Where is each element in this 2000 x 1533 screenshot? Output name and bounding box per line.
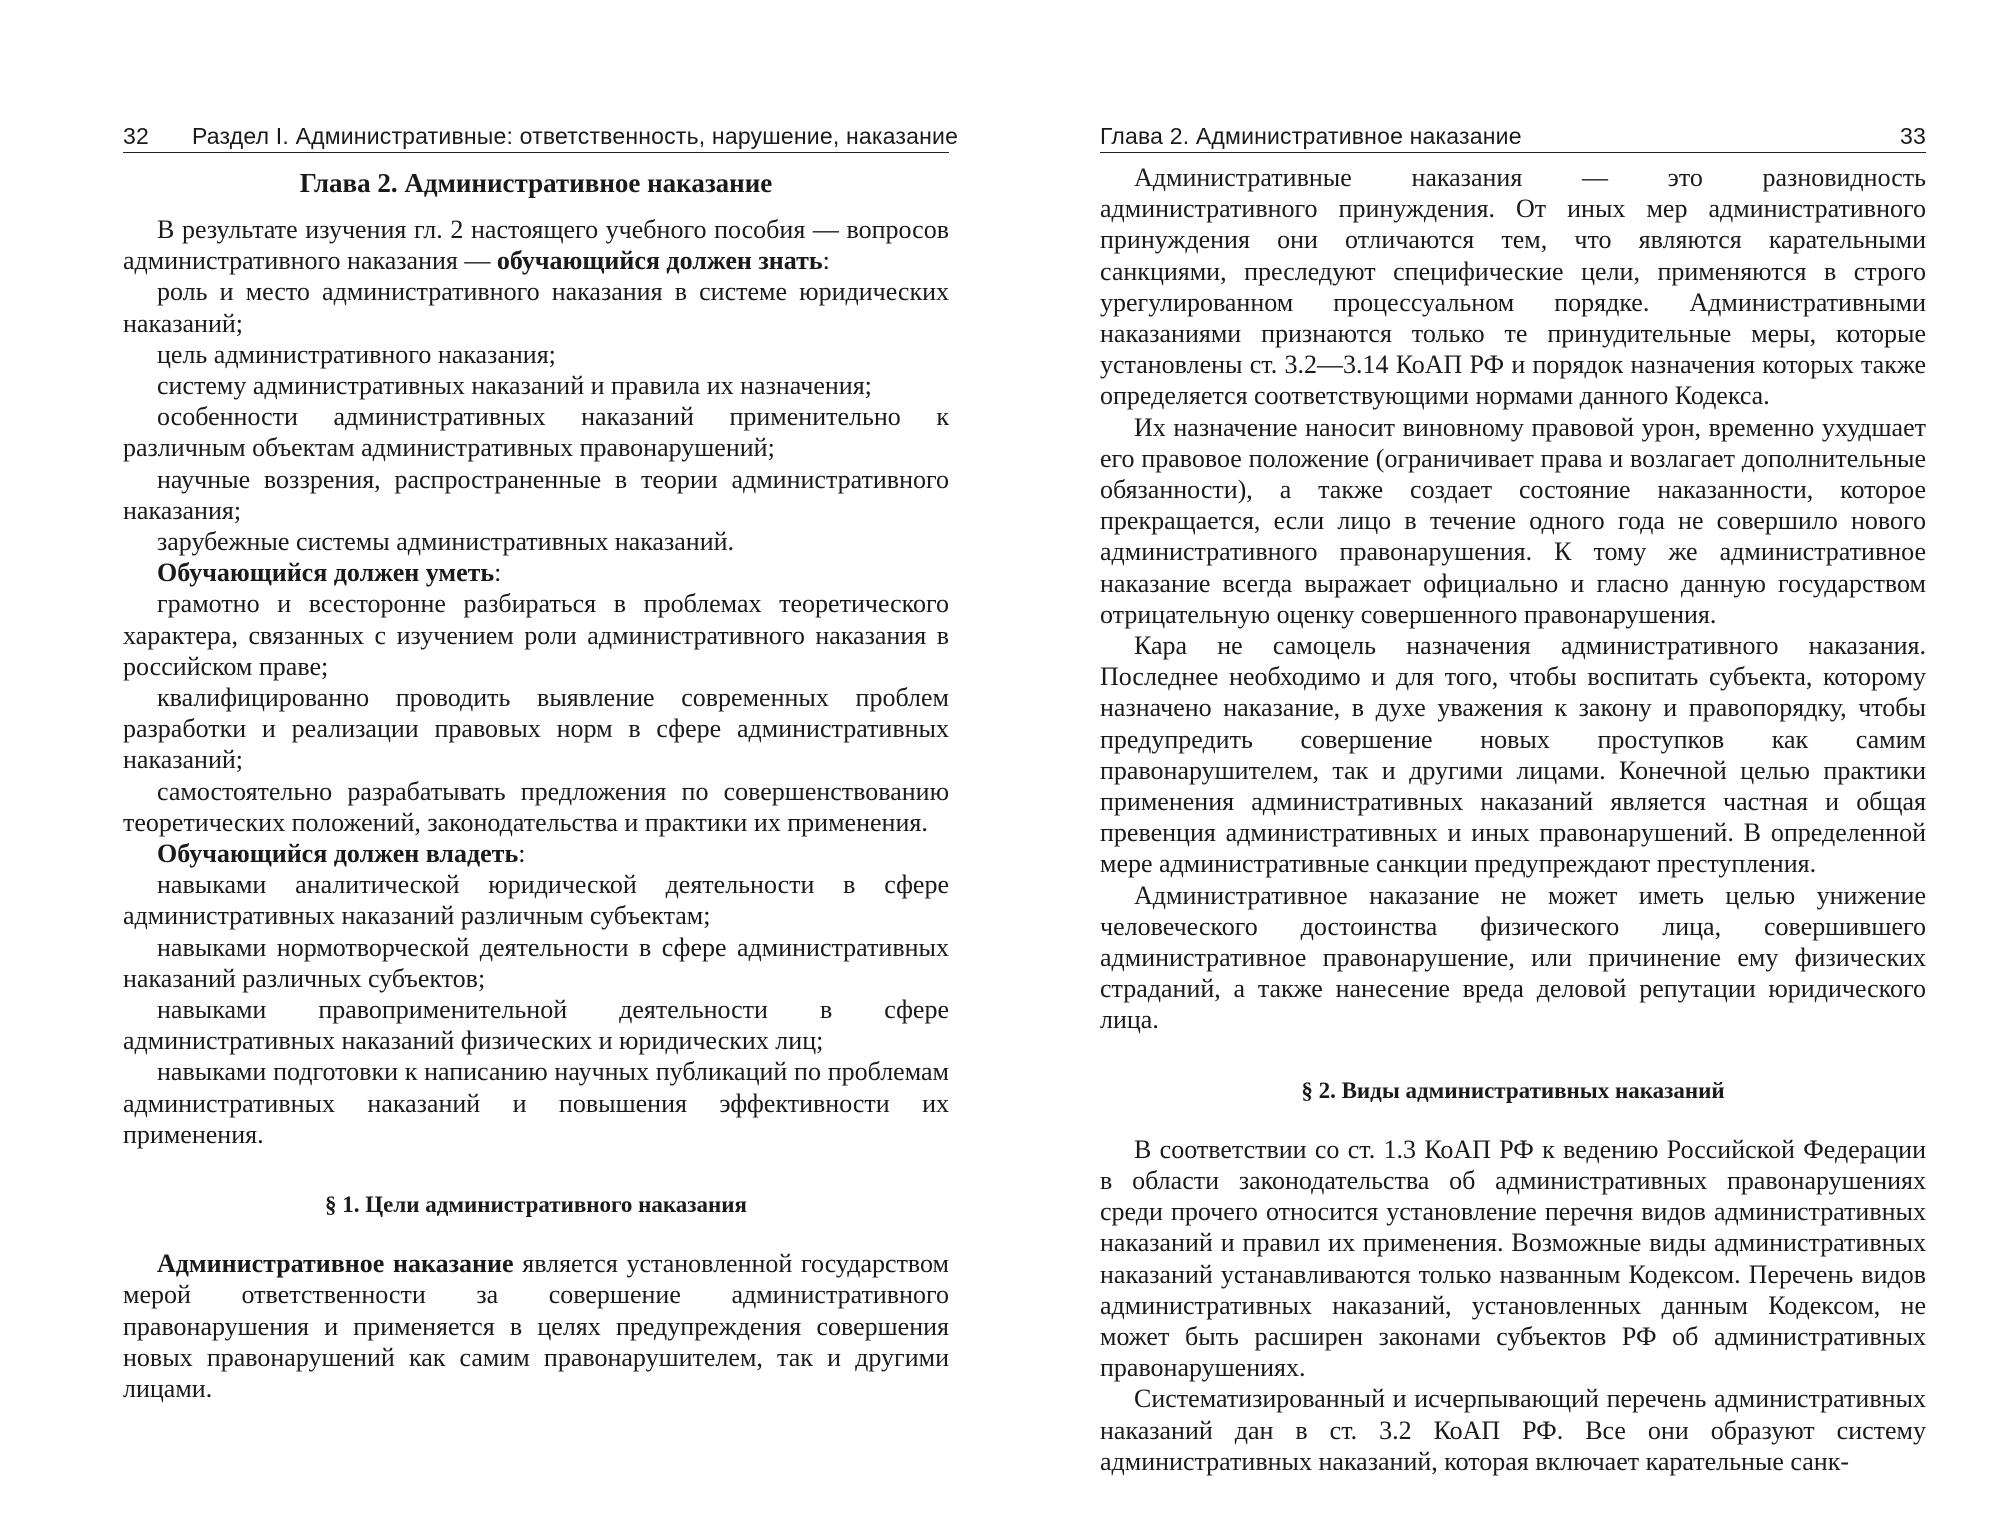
section-1-paragraph: Административное наказание является установленной государством мерой ответственности за совершение административного правонарушения и применяется в целях предупреждения совершения новых правонарушений как самим правонарушителем, так и другими лицами.: [123, 1249, 949, 1403]
right-paragraph: Их назначение наносит виновному правовой урон, временно ухудшает его правовое положение (ограничивает права и возлагает дополнительные обязанности), а также создает состояние наказанности, которое прекращается, если лицо в течение одного года не совершило нового административного правонарушения. К тому же административное наказание всегда выражает официально и гласно данную государством отрицательную оценку совершенного правонарушения.: [1100, 412, 1926, 629]
right-paragraph: Кара не самоцель назначения административного наказания. Последнее необходимо и для того, чтобы воспитать субъекта, которому назначено наказание, в духе уважения к закону и правопорядку, чтобы предупредить совершение новых проступков как самим правонарушителем, так и другими лицами. Конечной целью практики применения административных наказаний является частная и общая превенция административных и иных правонарушений. В определенной мере административные санкции предупреждают преступления.: [1100, 631, 1926, 879]
own-item: навыками аналитической юридической деятельности в сфере административных наказаний различным субъектам;: [123, 870, 949, 931]
right-paragraph: Административные наказания — это разновидность административного принуждения. От иных мер административного принуждения они отличаются тем, что являются карательными санкциями, преследуют специфические цели, применяются в строго урегулированном процессуальном порядке. Административными наказаниями признаются только те принудительные меры, которые установлены ст. 3.2—3.14 КоАП РФ и порядок назначения которых также определяется соответствующими нормами данного Кодекса.: [1100, 163, 1926, 411]
know-item: цель административного наказания;: [157, 339, 556, 369]
able-item: грамотно и всесторонне разбираться в проблемах теоретического характера, связанных с изучением роли административного наказания в российском праве;: [123, 589, 949, 681]
own-item: навыками подготовки к написанию научных публикаций по проблемам административных наказаний и повышения эффективности их применения.: [123, 1057, 949, 1149]
left-running-header: [123, 120, 959, 153]
section-2-paragraph: Систематизированный и исчерпывающий перечень административных наказаний дан в ст. 3.2 КоАП РФ. Все они образуют систему административных наказаний, которая включает карательные санк-: [1100, 1384, 1926, 1476]
section-2-title: § 2. Виды административных наказаний: [1301, 1077, 1725, 1103]
able-item: квалифицированно проводить выявление современных проблем разработки и реализации правовых норм в сфере административных наказаний;: [123, 683, 949, 775]
own-item: навыками правоприменительной деятельности в сфере административных наказаний физических и юридических лиц;: [123, 995, 949, 1056]
section-2-paragraph: В соответствии со ст. 1.3 КоАП РФ к ведению Российской Федерации в области законодательства об административных правонарушениях среди прочего относится установление перечня видов административных наказаний и правил их применения. Возможные виды административных наказаний устанавливаются только названным Кодексом. Перечень видов административных наказаний, установленных данным Кодексом, не может быть расширен законами субъектов РФ об административных правонарушениях.: [1100, 1134, 1926, 1383]
intro-paragraph: В результате изучения гл. 2 настоящего учебного пособия — вопросов административного наказания — обучающийся должен знать:: [123, 215, 949, 276]
know-item: систему административных наказаний и правила их назначения;: [157, 371, 872, 401]
right-running-header: [1100, 120, 1926, 153]
own-heading: Обучающийся должен владеть:: [157, 839, 526, 869]
right-paragraph: Административное наказание не может иметь целью унижение человеческого достоинства физического лица, совершившего административное правонарушение, или причинение ему физических страданий, а также нанесение вреда деловой репутации юридического лица.: [1100, 880, 1926, 1035]
own-item: навыками нормотворческой деятельности в сфере административных наказаний различных субъектов;: [123, 932, 949, 993]
right-running-title: Глава 2. Административное наказание: [1100, 123, 1522, 149]
able-heading: Обучающийся должен уметь:: [157, 558, 502, 588]
section-1-title: § 1. Цели административного наказания: [325, 1192, 747, 1218]
right-page-body: [1100, 162, 1926, 1477]
right-page-number: 33: [1900, 123, 1926, 149]
know-item: зарубежные системы административных наказаний.: [157, 527, 735, 557]
know-item: роль и место административного наказания в системе юридических наказаний;: [123, 277, 949, 338]
know-item: особенности административных наказаний применительно к различным объектам административных правонарушений;: [123, 402, 949, 463]
left-page-body: [123, 162, 949, 1404]
able-item: самостоятельно разрабатывать предложения по совершенствованию теоретических положений, законодательства и практики их применения.: [123, 776, 949, 837]
left-page-number: 32: [123, 123, 149, 149]
chapter-title: Глава 2. Административное наказание: [299, 168, 773, 198]
know-item: научные воззрения, распространенные в теории административного наказания;: [123, 464, 949, 525]
left-running-title: Раздел I. Административные: ответственность, нарушение, наказание: [192, 123, 959, 149]
